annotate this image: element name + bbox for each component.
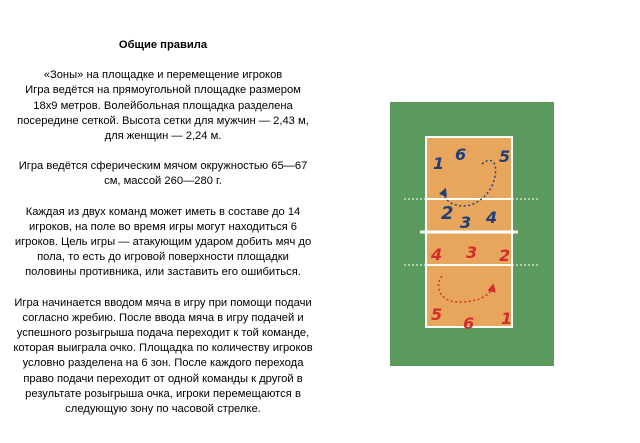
zone-number-bottom: 4: [431, 245, 443, 264]
paragraph-serve: [4, 296, 322, 418]
article-text: [4, 38, 322, 432]
text-line: согласно жребию. После ввода мяча в игру подачей и: [22, 311, 304, 324]
paragraph-teams: [4, 205, 322, 281]
text-line: игроков. Цель игры — атакующим ударом добить мяч до: [14, 236, 312, 249]
text-line: Игра ведётся сферическим мячом окружностью 65—67: [18, 160, 308, 173]
text-line: которая выиграла очко. Площадка по количеству игроков: [13, 342, 313, 355]
text-line: пола, то есть до игровой поверхности площадки: [37, 251, 289, 264]
zone-number-bottom: 2: [499, 246, 511, 265]
zone-number-top: 5: [499, 147, 511, 166]
text-line: игроков, на поле во время игры могут находиться 6: [28, 220, 298, 233]
zone-number-bottom: 1: [501, 309, 513, 328]
zone-number-bottom: 6: [463, 314, 475, 333]
text-line: посередине сеткой. Высота сетки для мужчин — 2,43 м,: [17, 114, 309, 127]
zone-number-top: 2: [441, 203, 454, 224]
text-line: право подачи переходит от одной команды к другой в: [23, 372, 303, 385]
text-line: Каждая из двух команд может иметь в составе до 14: [25, 205, 301, 218]
court-svg: [390, 102, 554, 366]
text-line: см, массой 260—280 г.: [104, 175, 222, 188]
page-title: Общие правила: [118, 39, 208, 51]
text-line: успешного розыгрыша подача переходит к той команде,: [16, 327, 310, 340]
zone-number-bottom: 3: [466, 243, 478, 262]
paragraph-zones: [4, 68, 322, 144]
text-line: половины противника, или заставить его ошибиться.: [25, 266, 301, 279]
zone-number-top: 3: [460, 213, 472, 232]
text-line: 18х9 метров. Волейбольная площадка разделена: [33, 99, 293, 112]
zone-number-top: 1: [433, 154, 445, 173]
text-line: Игра начинается вводом мяча в игру при помощи подачи: [14, 296, 312, 309]
text-line: «Зоны» на площадке и перемещение игроков: [43, 69, 283, 82]
text-line: результате розыгрыша очка, игроки перемещаются в: [25, 387, 301, 400]
text-line: для женщин — 2,24 м.: [104, 130, 222, 143]
zone-number-top: 4: [486, 208, 498, 227]
text-line: следующую зону по часовой стрелке.: [65, 403, 261, 416]
zone-number-bottom: 5: [431, 305, 443, 324]
volleyball-court-diagram: [390, 102, 554, 366]
zone-number-top: 6: [455, 145, 467, 164]
text-line: Игра ведётся на прямоугольной площадке размером: [25, 84, 301, 97]
paragraph-ball: [4, 159, 322, 189]
text-line: условно разделена на 6 зон. После каждого перехода: [22, 357, 304, 370]
